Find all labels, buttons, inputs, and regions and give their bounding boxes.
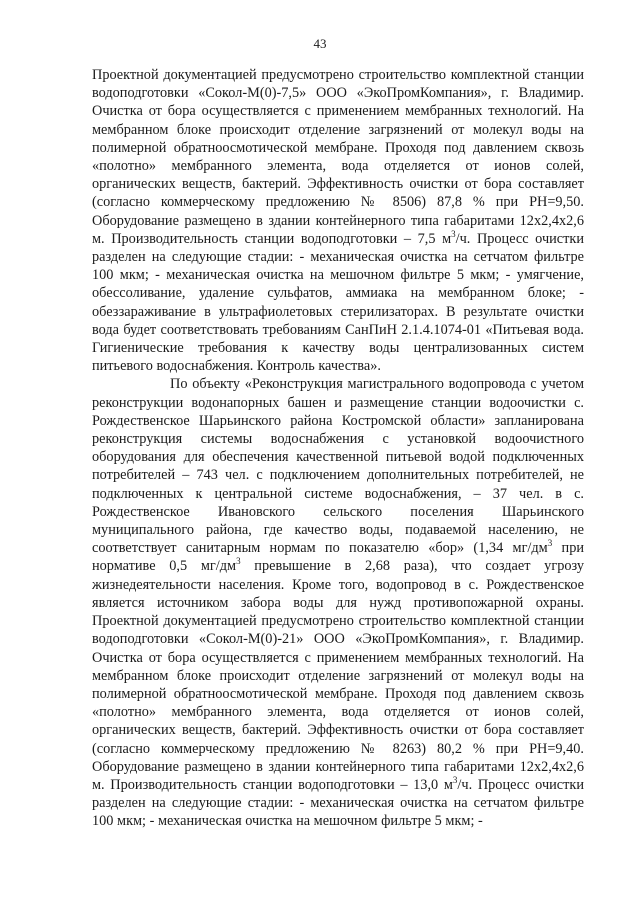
paragraph-2-text-3: превышение в 2,68 раза), что создает угрозу жизнедеятельности населения. Кроме того, водопровод в с. Рождественское является источником забора воды для нужд противопожарной охраны. Проектной документацией предусмотрено строительство комплектной станции водоподготовки «Сокол-М(0)-21» ООО «ЭкоПромКомпания», г. Владимир. Очистка от бора осуществляется с применением мембранных технологий. На мембранном блоке происходит отделение загрязнений от молекул воды на полимерной обратноосмотической мембране. Проходя под давлением сквозь «полотно» мембранного элемента, вода отделяется от ионов солей, органических веществ, бактерий. Эффективность очистки от бора составляет (согласно коммерческому предложению № 8263) 80,2 % при РН=9,40. Оборудование размещено в здании контейнерного типа габаритами 12х2,4х2,6 м. Производительность станции водоподготовки – 13,0 м	[92, 558, 584, 793]
body-text	[92, 66, 584, 831]
paragraph-2-text-1: По объекту «Реконструкция магистрального водопровода с учетом реконструкции водонапорных башен и размещение станции водоочистки с. Рождественское Шарьинского района Костромской области» запланирована реконструкция системы водоснабжения с установкой водоочистного оборудования для обеспечения качественной питьевой водой подключенных потребителей – 743 чел. с подключением дополнительных потребителей, не подключенных к центральной системе водоснабжения, – 37 чел. в с. Рождественское Ивановского сельского поселения Шарьинского муниципального района, где качество воды, подаваемой населению, не соответствует санитарным нормам по показателю «бор» (1,34 мг/дм	[92, 376, 584, 557]
paragraph-2-text-2: при нормативе 0,5 мг/дм	[92, 540, 584, 575]
paragraph-1-sup-1: 3	[451, 229, 456, 240]
paragraph-1-text-2: /ч. Процесс очистки разделен на следующие стадии: - механическая очистка на сетчатом фильтре 100 мкм; - механическая очистка на мешочном фильтре 5 мкм; - умягчение, обессоливание, удаление сульфатов, аммиака на мембранном блоке; - обеззараживание в ультрафиолетовых стерилизаторах. В результате очистки вода будет соответствовать требованиям СанПиН 2.1.4.1074-01 «Питьевая вода. Гигиенические требования к качеству воды централизованных систем питьевого водоснабжения. Контроль качества».	[92, 230, 584, 375]
paragraph-2-text-4: /ч. Процесс очистки разделен на следующие стадии: - механическая очистка на сетчатом фильтре 100 мкм; - механическая очистка на мешочном фильтре 5 мкм; -	[92, 776, 584, 830]
paragraph-2-sup-2: 3	[236, 556, 241, 567]
page-number: 43	[313, 36, 327, 51]
paragraph-rozhdestvenskoe-project	[92, 375, 584, 830]
paragraph-2-sup-3: 3	[452, 775, 458, 786]
paragraph-1-text-1: Проектной документацией предусмотрено строительство комплектной станции водоподготовки «Сокол-М(0)-7,5» ООО «ЭкоПромКомпания», г. Владимир. Очистка от бора осуществляется с применением мембранных технологий. На мембранном блоке происходит отделение загрязнений от молекул воды на полимерной обратноосмотической мембране. Проходя под давлением сквозь «полотно» мембранного элемента, вода отделяется от ионов солей, органических веществ, бактерий. Эффективность очистки от бора составляет (согласно коммерческому предложению № 8506) 87,8 % при РН=9,50. Оборудование размещено в здании контейнерного типа габаритами 12х2,4х2,6 м. Производительность станции водоподготовки – 7,5 м	[92, 67, 584, 247]
paragraph-station-sokol-7-5	[92, 66, 584, 375]
paragraph-2-sup-1: 3	[547, 538, 553, 549]
